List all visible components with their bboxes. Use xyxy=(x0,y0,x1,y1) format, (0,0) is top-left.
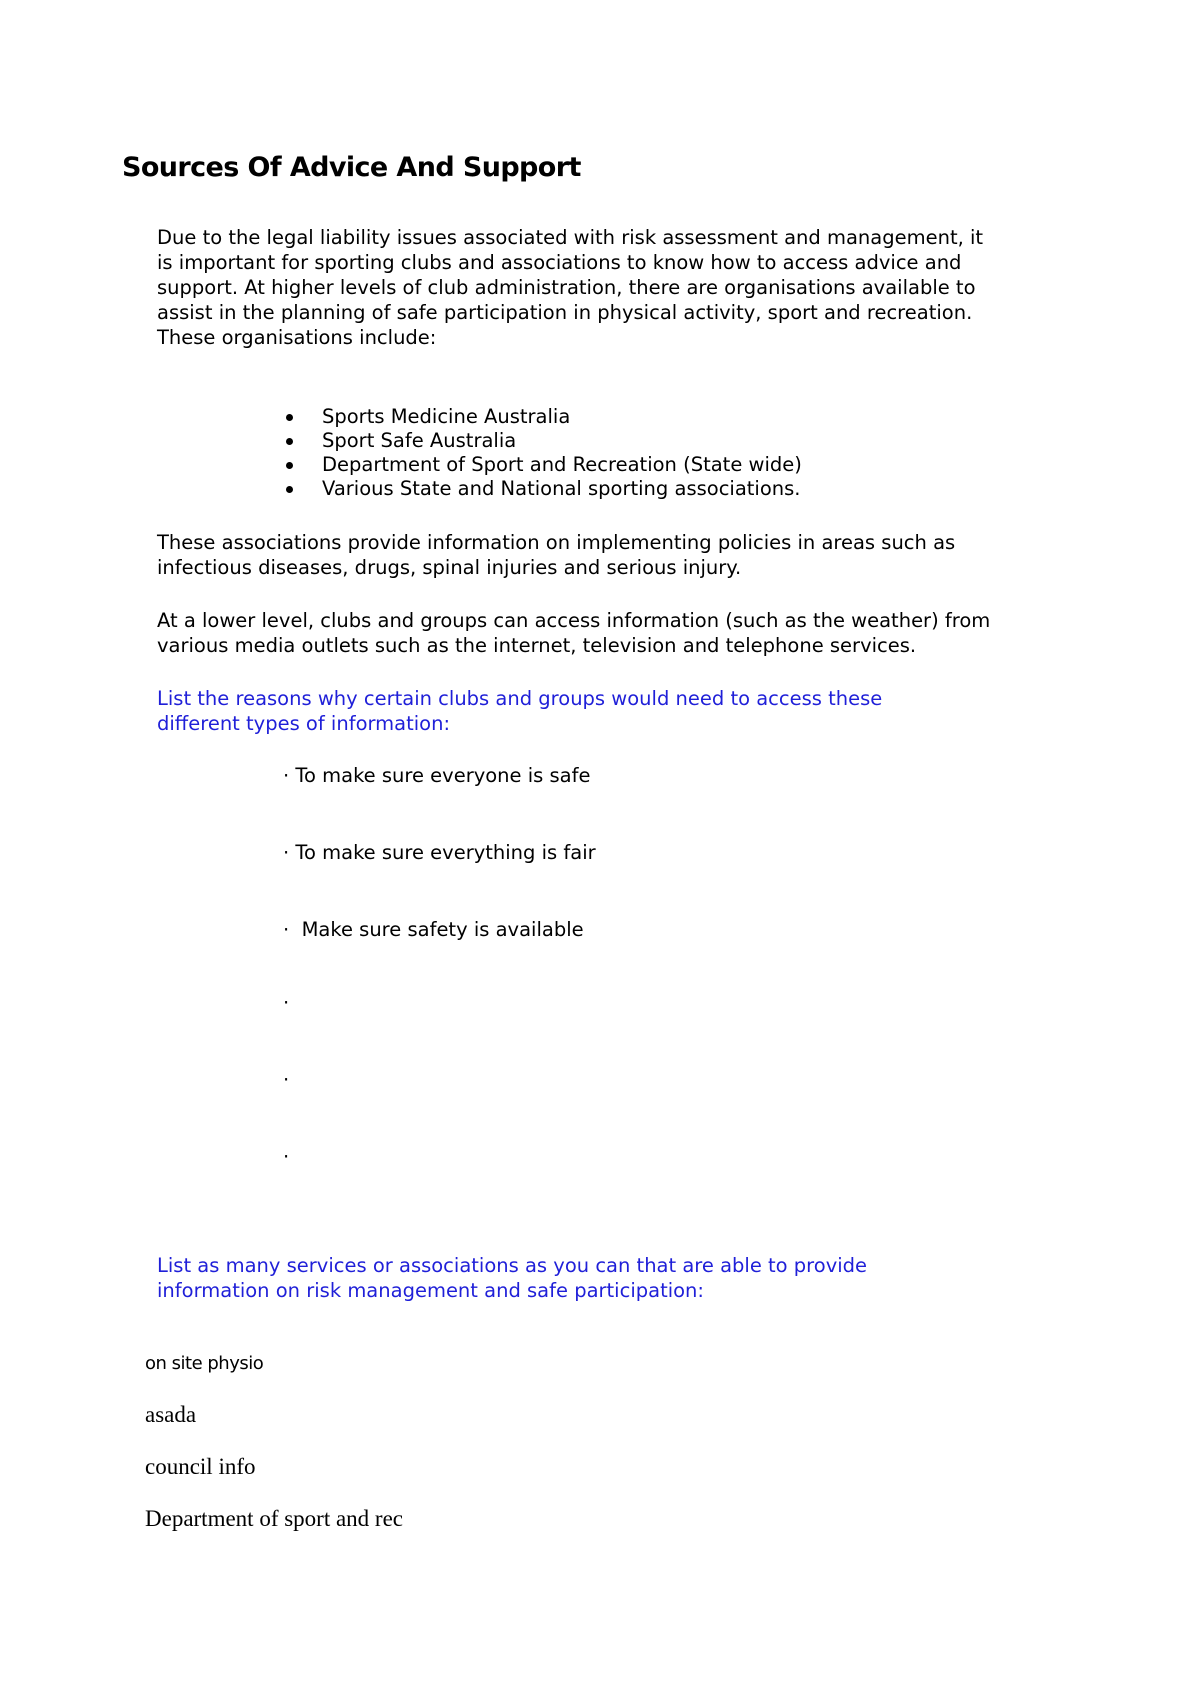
lower-level-paragraph xyxy=(157,608,1037,658)
list-item xyxy=(280,477,802,501)
list-item-label: Department of Sport and Recreation (State wide) xyxy=(322,453,802,476)
list-item-label: Sport Safe Australia xyxy=(322,429,517,452)
answer-line[interactable]: · xyxy=(283,991,290,1014)
list-item-label: Various State and National sporting associations. xyxy=(322,477,801,500)
intro-line: assist in the planning of safe participation in physical activity, sport and recreation. xyxy=(157,301,973,324)
paragraph-line: infectious diseases, drugs, spinal injuries and serious injury. xyxy=(157,556,742,579)
intro-line: support. At higher levels of club administration, there are organisations available to xyxy=(157,276,976,299)
list-item xyxy=(280,453,802,477)
bullet-icon xyxy=(286,462,293,469)
answer-line[interactable]: · To make sure everything is fair xyxy=(283,841,596,864)
list-item xyxy=(280,405,802,429)
service-answer[interactable]: asada xyxy=(145,1402,197,1427)
answer-line[interactable]: · xyxy=(283,1145,290,1168)
list-item xyxy=(280,429,802,453)
list-item-label: Sports Medicine Australia xyxy=(322,405,571,428)
intro-line: Due to the legal liability issues associated with risk assessment and management, it xyxy=(157,226,984,249)
bullet-icon xyxy=(286,486,293,493)
question-reasons xyxy=(157,686,1037,736)
question-line: different types of information: xyxy=(157,712,451,735)
question-services xyxy=(157,1253,1037,1303)
page-title: Sources Of Advice And Support xyxy=(122,152,581,183)
answer-line[interactable]: · To make sure everyone is safe xyxy=(283,764,591,787)
answer-line[interactable]: · xyxy=(283,1068,290,1091)
associations-paragraph xyxy=(157,530,1037,580)
paragraph-line: At a lower level, clubs and groups can access information (such as the weather) from xyxy=(157,609,991,632)
intro-paragraph xyxy=(157,225,1037,350)
bullet-icon xyxy=(286,438,293,445)
question-line: List as many services or associations as you can that are able to provide xyxy=(157,1254,868,1277)
intro-line: These organisations include: xyxy=(157,326,437,349)
intro-line: is important for sporting clubs and associations to know how to access advice and xyxy=(157,251,962,274)
question-line: information on risk management and safe participation: xyxy=(157,1279,704,1302)
bullet-icon xyxy=(286,414,293,421)
service-answer[interactable]: Department of sport and rec xyxy=(145,1506,404,1531)
service-answer[interactable]: council info xyxy=(145,1454,256,1479)
service-answer[interactable]: on site physio xyxy=(145,1353,264,1374)
organisations-list xyxy=(280,405,802,501)
paragraph-line: These associations provide information on implementing policies in areas such as xyxy=(157,531,956,554)
paragraph-line: various media outlets such as the internet, television and telephone services. xyxy=(157,634,917,657)
answer-line[interactable]: · Make sure safety is available xyxy=(283,918,584,941)
question-line: List the reasons why certain clubs and groups would need to access these xyxy=(157,687,883,710)
